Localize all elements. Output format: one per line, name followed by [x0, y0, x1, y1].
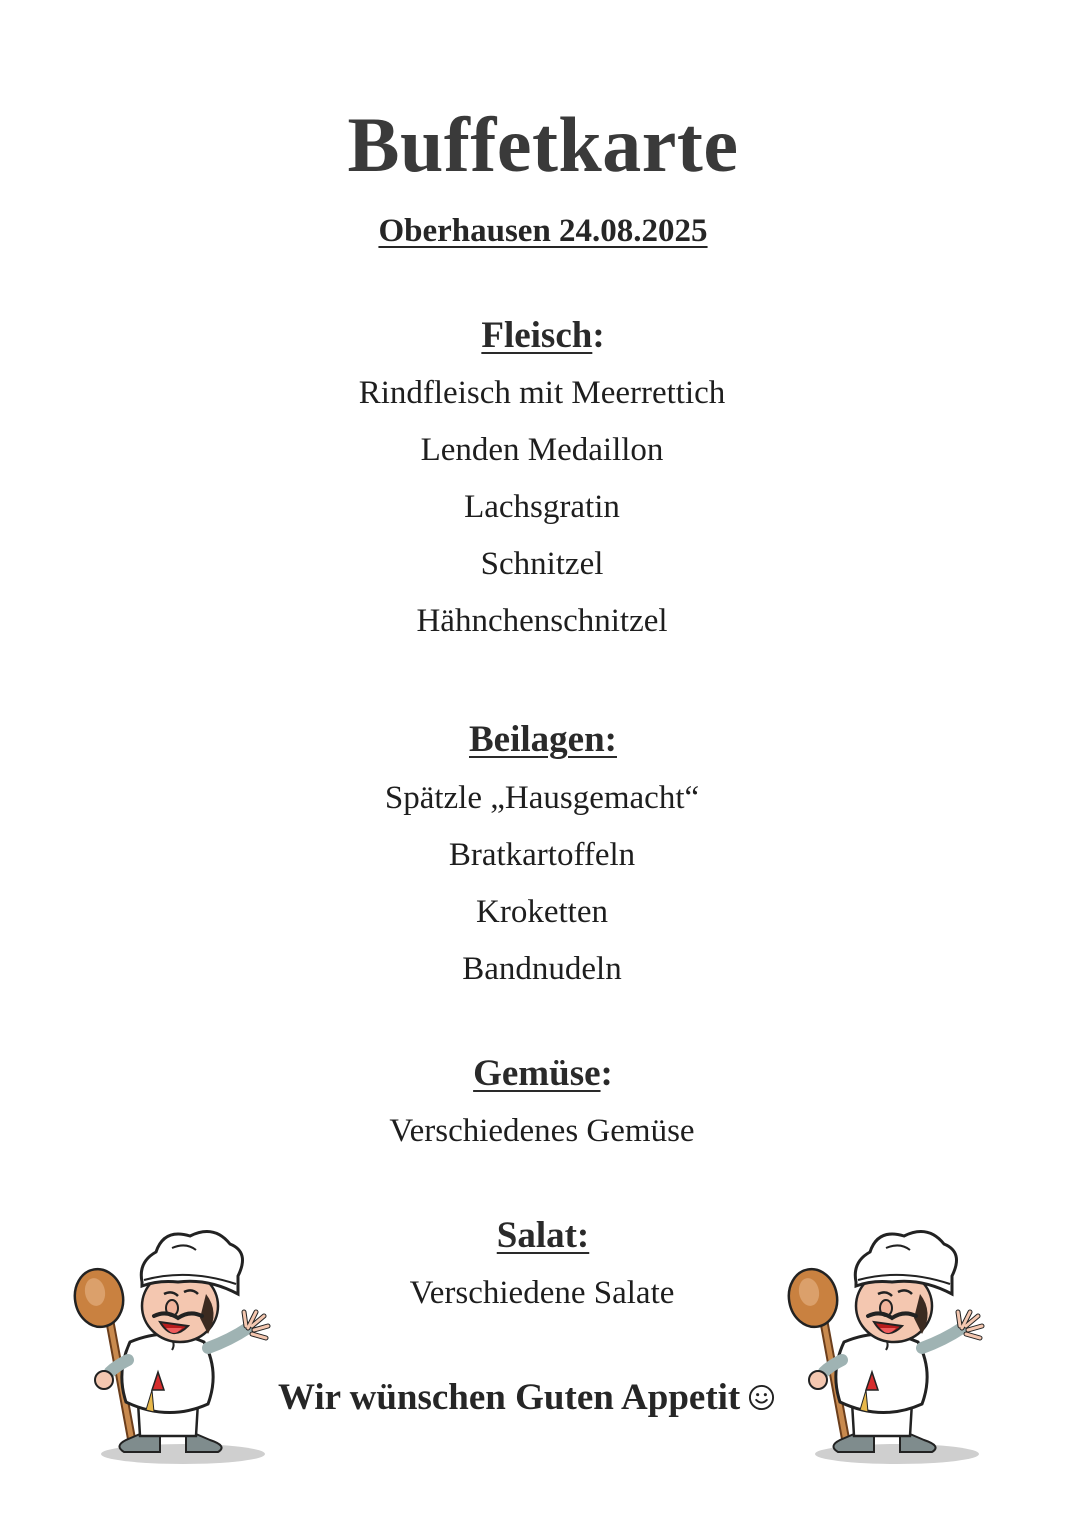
- page-title: Buffetkarte: [347, 101, 739, 188]
- section-heading-text: Gemüse: [473, 1053, 601, 1094]
- section-heading-colon: :: [600, 1053, 613, 1094]
- menu-item: Hähnchenschnitzel: [416, 603, 668, 639]
- section-heading-text: Beilagen:: [469, 719, 617, 760]
- section-heading-beilagen: [0, 718, 1080, 761]
- menu-item: Lachsgratin: [464, 489, 620, 525]
- menu-item: Verschiedene Salate: [409, 1275, 675, 1311]
- menu-item: Spätzle „Hausgemacht“: [384, 780, 700, 816]
- section-heading-text: Salat:: [496, 1215, 590, 1256]
- menu-item: Verschiedenes Gemüse: [389, 1113, 695, 1149]
- location-date: [0, 213, 1080, 250]
- section-heading-gemuese: [0, 1052, 1080, 1095]
- closing-text: Wir wünschen Guten Appetit: [278, 1377, 741, 1418]
- chef-illustration-right: [782, 1222, 1002, 1472]
- chef-illustration-left: [68, 1222, 288, 1472]
- menu-item: Bratkartoffeln: [448, 837, 636, 873]
- menu-item: Kroketten: [476, 894, 608, 930]
- menu-item: Lenden Medaillon: [420, 432, 664, 468]
- menu-item: Bandnudeln: [462, 951, 622, 987]
- menu-item: Schnitzel: [480, 546, 604, 582]
- smiley-icon: [748, 1384, 775, 1411]
- section-heading-fleisch: [0, 314, 1080, 357]
- section-heading-colon: :: [592, 315, 605, 356]
- location-date-text: Oberhausen 24.08.2025: [378, 213, 708, 249]
- section-heading-text: Fleisch: [481, 315, 593, 356]
- closing-line: [278, 1376, 775, 1419]
- menu-item: Rindfleisch mit Meerrettich: [358, 375, 726, 411]
